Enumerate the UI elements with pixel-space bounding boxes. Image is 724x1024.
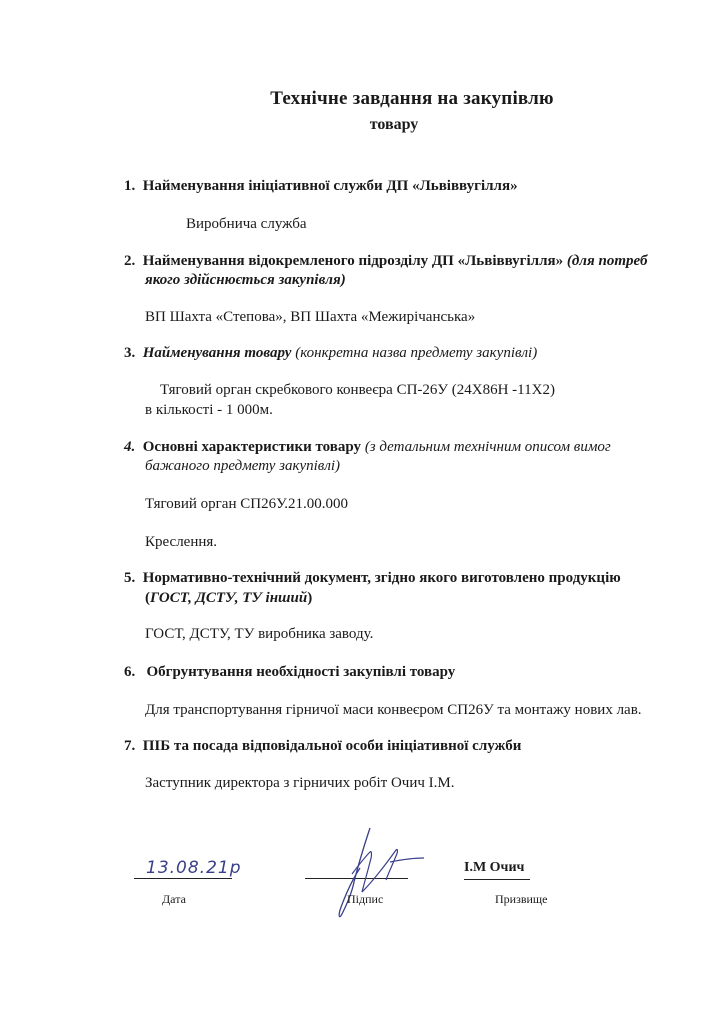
section-note: (для потреб [566, 253, 648, 269]
section-2-heading [124, 253, 647, 270]
section-4-value-line1: Тяговий орган СП26У.21.00.000 [145, 496, 349, 512]
section-4-value-line2: Креслення. [145, 534, 218, 550]
document-title: Технічне завдання на закупівлю [270, 88, 554, 109]
name-underline [464, 879, 530, 880]
section-heading-text: Найменування ініціативної служби ДП «Львіввугілля» [142, 178, 518, 194]
section-heading-text: Нормативно-технічний документ, згідно якого виготовлено продукцію [142, 570, 621, 586]
section-1-value: Виробнича служба [186, 216, 307, 232]
section-number: 3. [124, 345, 136, 361]
section-5-heading [124, 570, 621, 587]
section-heading-text: Основні характеристики товару [142, 439, 362, 455]
section-6-value: Для транспортування гірничої маси конвеєром СП26У та монтажу нових лав. [145, 702, 642, 718]
name-label: Призвище [495, 892, 548, 906]
section-2-note-line2: якого здійснюється закупівля) [145, 272, 346, 288]
section-heading-text: Найменування товару [142, 345, 292, 361]
section-3-value-line1: Тяговий орган скребкового конвеєра СП-26У (24Х86Н -11Х2) [160, 382, 555, 398]
section-5-heading-line2: (ГОСТ, ДСТУ, ТУ інший) [145, 590, 313, 606]
section-1-heading [124, 178, 518, 195]
section-note: ГОСТ, ДСТУ, ТУ інший [150, 590, 308, 606]
section-number: 1. [124, 178, 136, 194]
section-number: 5. [124, 570, 136, 586]
section-3-heading [124, 345, 537, 362]
date-label: Дата [162, 892, 186, 906]
section-number: 7. [124, 738, 136, 754]
section-5-value: ГОСТ, ДСТУ, ТУ виробника заводу. [145, 626, 374, 642]
section-note: (конкретна назва предмету закупівлі) [295, 345, 538, 361]
date-underline [134, 878, 232, 879]
signature-label: Підпис [347, 892, 384, 906]
section-heading-text: Найменування відокремленого підрозділу ДП «Львіввугілля» [142, 253, 564, 269]
section-7-heading [124, 738, 521, 755]
section-heading-text: Обгрунтування необхідності закупівлі товару [146, 664, 456, 680]
section-number: 4. [124, 439, 136, 455]
section-6-heading [124, 664, 455, 681]
section-2-value: ВП Шахта «Степова», ВП Шахта «Межирічанська» [145, 309, 476, 325]
section-heading-text: ПІБ та посада відповідальної особи ініціативної служби [142, 738, 522, 754]
section-4-note-line2: бажаного предмету закупівлі) [145, 458, 341, 474]
section-number: 2. [124, 253, 136, 269]
section-4-heading [124, 439, 611, 456]
document-subtitle: товару [369, 116, 419, 133]
name-value: І.М Очич [464, 860, 525, 875]
section-3-value-line2: в кількості - 1 000м. [145, 402, 273, 418]
date-handwritten: 13.08.21р [146, 858, 242, 878]
signature-scribble [312, 822, 432, 922]
section-7-value: Заступник директора з гірничих робіт Очич І.М. [145, 775, 455, 791]
section-number: 6. [124, 664, 136, 680]
section-note: (з детальним технічним описом вимог [364, 439, 611, 455]
